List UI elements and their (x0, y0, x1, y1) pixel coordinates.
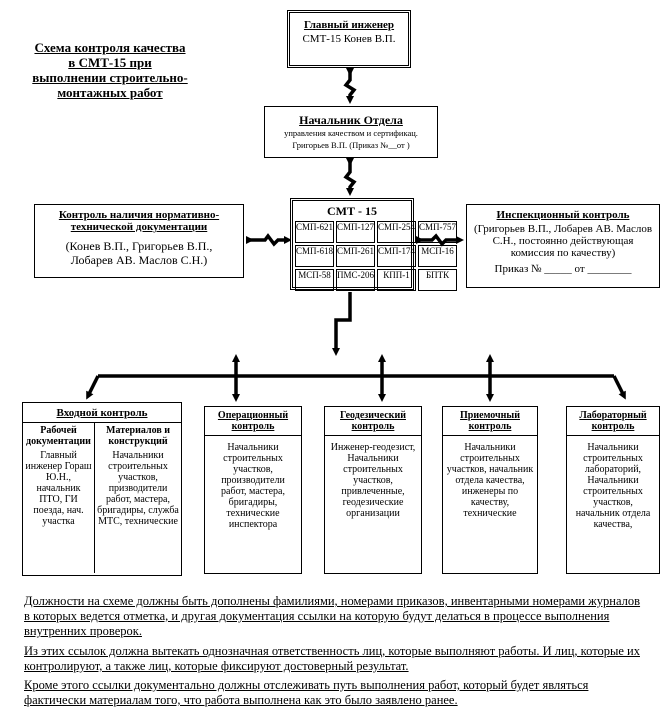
operational-control-box (204, 406, 302, 574)
lab-control-title: Лабораторный контроль (567, 407, 659, 436)
incoming-docs-text: Главный инженер Гораш Ю.Н., начальник ПТО, ГИ поезда, нач. участка (25, 450, 92, 527)
incoming-materials-text: Начальники строительных участков, призводители работ, мастера, бригадиры, служба МТС, технические (97, 450, 179, 527)
paragraph-2: Из этих ссылок должна вытекать однозначная ответственность лиц, которые выполняют работы. И лиц, которые их контролируют, а также лиц, которые фиксируют достоверный результат. (24, 644, 640, 673)
lab-control-text: Начальники строительных лабораторий, Начальники строительных участков, начальник отдела качества, (575, 442, 651, 530)
link-dept-smt (346, 162, 354, 192)
geodetic-control-text: Инженер-геодезист, Начальники строительных участков, привлеченные, геодезические организации (330, 442, 416, 519)
smt-unit: СМП-621 (295, 221, 334, 243)
incoming-control-title: Входной контроль (23, 403, 181, 423)
chief-engineer-name: СМТ-15 Конев В.П. (302, 33, 396, 45)
docs-control-names: (Конев В.П., Григорьев В.П., Лобарев АВ. Маслов С.Н.) (65, 239, 213, 267)
chief-engineer-box (287, 10, 411, 68)
dept-head-line1: управления качеством и сертификац. (284, 128, 418, 138)
incoming-control-box (22, 402, 182, 576)
link-smt-bus (336, 292, 350, 352)
smt-unit: СМП-127 (336, 221, 375, 243)
incoming-materials-title: Материалов и конструкций (106, 425, 170, 447)
docs-control-box (34, 204, 244, 278)
inspection-title: Инспекционный контроль (496, 209, 630, 221)
operational-control-title: Операционный контроль (205, 407, 301, 436)
smt-unit: МСП-58 (295, 269, 334, 291)
geodetic-control-box (324, 406, 422, 574)
smt-unit: ПМС-206 (336, 269, 375, 291)
smt-unit: КПП-1 (377, 269, 416, 291)
operational-control-text: Начальники строительных участков, производители работ, мастера, бригадиры, технические инспектора (221, 442, 285, 530)
smt-box (290, 198, 457, 290)
acceptance-control-text: Начальники строительных участков, начальник отдела качества, инженеры по качеству, технические (446, 442, 534, 519)
smt-unit: СМП-254 (377, 221, 416, 243)
chief-engineer-title: Главный инженер (303, 19, 395, 31)
docs-control-title: Контроль наличия нормативно-технической документации (58, 209, 220, 233)
lab-control-box (566, 406, 660, 574)
dept-head-title: Начальник Отдела (299, 113, 403, 127)
smt-unit: СМП-261 (336, 245, 375, 267)
dept-head-box (264, 106, 438, 158)
diagram-title: Схема контроля качества в СМТ-15 при выполнении строительно- монтажных работ (32, 40, 188, 100)
inspection-order: Приказ № _____ от ________ (494, 263, 632, 275)
inspection-box (466, 204, 660, 288)
smt-unit: БПТК (418, 269, 457, 291)
smt-title: СМТ - 15 (327, 204, 377, 218)
acceptance-control-title: Приемочный контроль (443, 407, 537, 436)
paragraph-1: Должности на схеме должны быть дополнены фамилиями, номерами приказов, инвентарными номерами журналов в которых ведется отметка, и другая документация ссылки на которую будут делаться в процессе выполнения внутренних проверок. (24, 594, 641, 638)
inspection-names: (Григорьев В.П., Лобарев АВ. Маслов С.Н., постоянно действующая комиссия по качеству) (473, 223, 653, 259)
smt-unit: СМП-757 (418, 221, 457, 243)
paragraph-3: Кроме этого ссылки документально должны отслеживать путь выполнения работ, который будет являться фактически материалам того, что работа выполнена как это было заявлено ранее. (24, 678, 589, 707)
incoming-docs-title: Рабочей документации (26, 425, 91, 447)
geodetic-control-title: Геодезический контроль (325, 407, 421, 436)
smt-unit: СМП-618 (295, 245, 334, 267)
link-chief-dept (346, 72, 354, 100)
smt-unit: СМП-174 (377, 245, 416, 267)
dept-head-line2: Григорьев В.П. (Приказ №__от ) (292, 139, 410, 150)
smt-unit: МСП-16 (418, 245, 457, 267)
link-docs-smt (250, 236, 288, 244)
acceptance-control-box (442, 406, 538, 574)
